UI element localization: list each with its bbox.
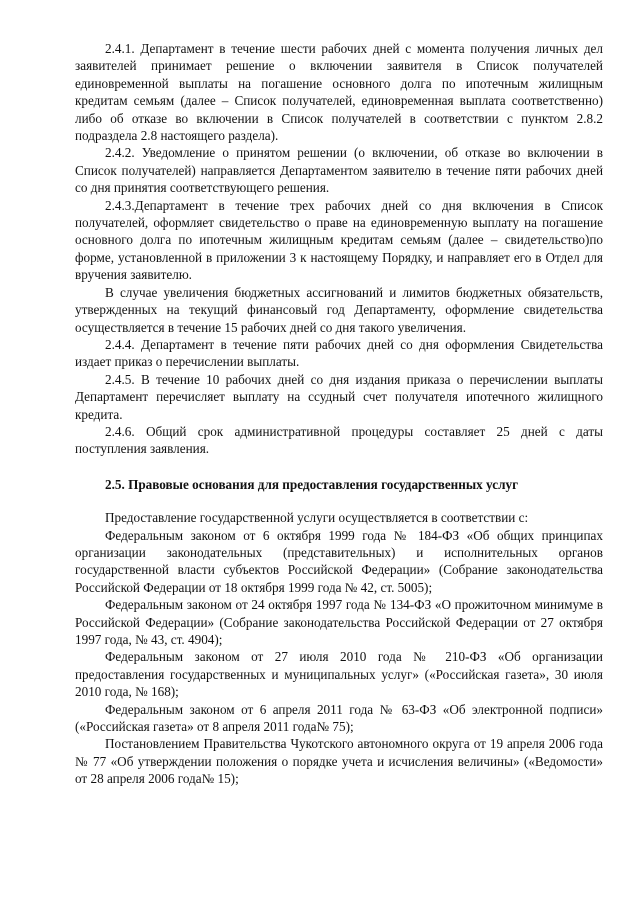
paragraph-budget-increase: В случае увеличения бюджетных ассигнований и лимитов бюджетных обязательств, утвержденных на текущий финансовый год Департаменту, оформление свидетельства осуществляется в течение 15 рабочих дней со дня такого увеличения. [75, 284, 603, 335]
paragraph-legal-intro: Предоставление государственной услуги осуществляется в соответствии с: [105, 510, 529, 526]
paragraph-law-184: Федеральным законом от 6 октября 1999 года № 184-ФЗ «Об общих принципах организации законодательных (представительных) и исполнительных органов государственной власти субъектов Российской Федерации» (Собрание законодательства Российской Федерации от 18 октября 1999 года № 42, ст. 5005); [75, 527, 603, 595]
paragraph-2-4-3: 2.4.3.Департамент в течение трех рабочих дней со дня включения в Список получателей, оформляет свидетельство о праве на единовременную выплату на погашение основного долга по ипотечным жилищным кредитам семьям (далее – свидетельство)по форме, установленной в приложении 3 к настоящему Порядку, и направляет его в Отдел для вручения заявителю. [75, 197, 603, 283]
paragraph-resolution-77: Постановлением Правительства Чукотского автономного округа от 19 апреля 2006 года № 77 «Об утверждении положения о порядке учета и исчисления величины» («Ведомости» от 28 апреля 2006 года№ 15); [75, 736, 603, 787]
paragraph-2-4-6: 2.4.6. Общий срок административной процедуры составляет 25 дней с даты поступления заявления. [75, 423, 603, 457]
paragraph-law-134: Федеральным законом от 24 октября 1997 года № 134-ФЗ «О прожиточном минимуме в Российской Федерации» (Собрание законодательства Российской Федерации от 27 октября 1997 года, № 43, ст. 4904); [75, 597, 603, 647]
paragraph-2-4-2: 2.4.2. Уведомление о принятом решении (о включении, об отказе во включении в Список получателей) направляется Департаментом заявителю в течение пяти рабочих дней со дня принятия соответствующего решения. [75, 145, 603, 196]
paragraph-law-210: Федеральным законом от 27 июля 2010 года № 210-ФЗ «Об организации предоставления государственных и муниципальных услуг» («Российская газета», 30 июля 2010 года, № 168); [75, 649, 603, 700]
paragraph-law-63: Федеральным законом от 6 апреля 2011 года № 63-ФЗ «Об электронной подписи» («Российская газета» от 8 апреля 2011 года№ 75); [75, 701, 603, 735]
paragraph-2-4-4: 2.4.4. Департамент в течение пяти рабочих дней со дня оформления Свидетельства издает приказ о перечислении выплаты. [75, 336, 603, 370]
paragraph-2-4-5: 2.4.5. В течение 10 рабочих дней со дня издания приказа о перечислении выплаты Департамент перечисляет выплату на ссудный счет получателя ипотечного жилищного кредита. [75, 371, 603, 422]
section-heading-2-5: 2.5. Правовые основания для предоставления государственных услуг [105, 476, 519, 492]
paragraph-2-4-1: 2.4.1. Департамент в течение шести рабочих дней с момента получения личных дел заявителей принимает решение о включении заявителя в Список получателей единовременной выплаты на погашение основного долга по ипотечным жилищным кредитам семьям (далее – Список получателей, единовременная выплата соответственно) либо об отказе во включении в Список получателей в соответствии с пунктом 2.8.2 подраздела 2.8 настоящего раздела). [75, 41, 603, 144]
document-page [75, 40, 603, 788]
